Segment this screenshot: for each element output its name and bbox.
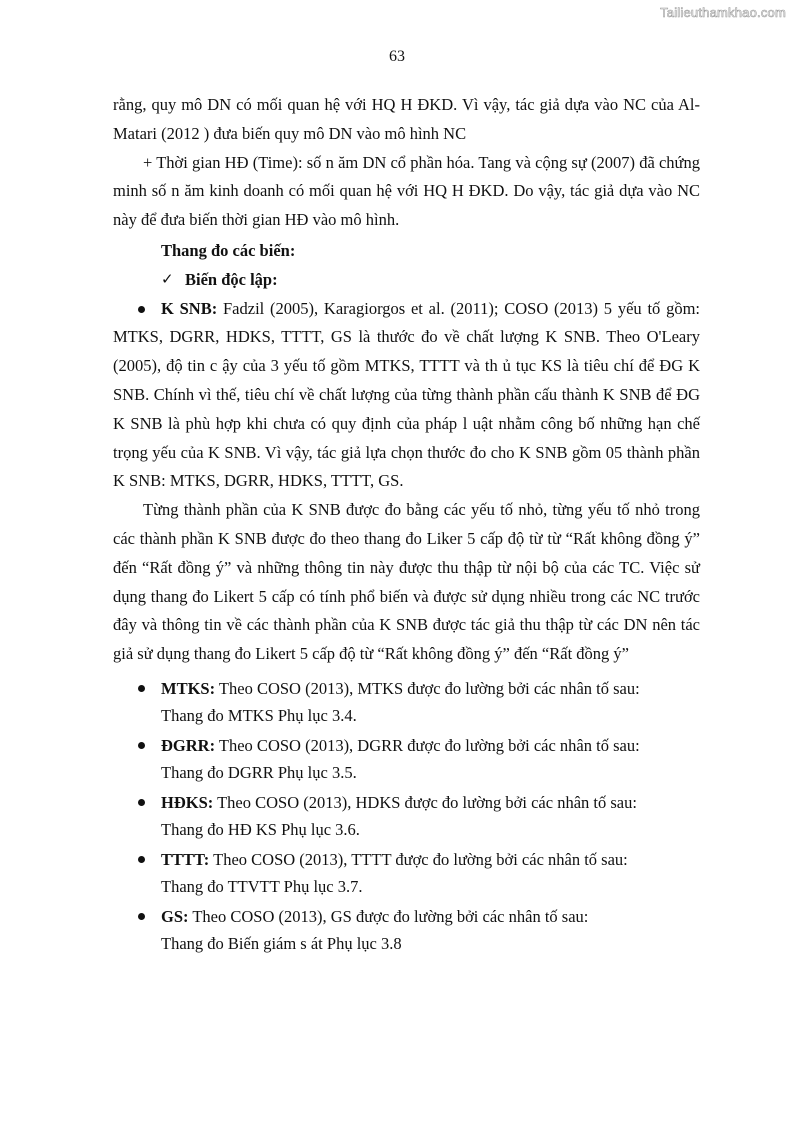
bullet-icon xyxy=(138,856,145,863)
page-number: 63 xyxy=(389,48,405,65)
item-text: Theo COSO (2013), MTKS được đo lường bởi các nhân tố sau: xyxy=(215,678,640,698)
list-item xyxy=(113,846,700,900)
item-label: HĐKS: xyxy=(161,792,214,812)
ksnb-bullet xyxy=(113,295,700,497)
bullet-icon xyxy=(138,685,145,692)
checkmark-icon: ✓ xyxy=(161,271,174,288)
paragraph-operating-time: + Thời gian HĐ (Time): số n ăm DN cổ phần hóa. Tang và cộng sự (2007) đã chứng minh số n ăm kinh doanh có mối quan hệ với HQ H ĐKD. Do vậy, tác giả dựa vào NC này để đưa biến thời gian HĐ vào mô hình. xyxy=(113,152,700,230)
item-sub: Thang đo HĐ KS Phụ lục 3.6. xyxy=(161,819,360,839)
watermark: Tailieuthamkhao.com xyxy=(660,5,786,20)
ksnb-label: K SNB: xyxy=(161,298,218,318)
subheading-independent-vars xyxy=(161,266,700,295)
item-sub: Thang đo DGRR Phụ lục 3.5. xyxy=(161,762,357,782)
section-heading: Thang đo các biến: xyxy=(161,240,296,260)
paragraph-likert: Từng thành phần của K SNB được đo bằng các yếu tố nhỏ, từng yếu tố nhỏ trong các thành phần K SNB được đo theo thang đo Liker 5 cấp độ từ từ “Rất không đồng ý” đến “Rất đồng ý” và những thông tin này được thu thập từ nội bộ của các TC. Việc sử dụng thang đo Likert 5 cấp có tính phổ biến và được sử dụng nhiều trong các NC trước đây và thông tin về các thành phần của K SNB được tác giả thu thập từ các DN nên tác giả sử dụng thang đo Likert 5 cấp độ từ “Rất không đồng ý” đến “Rất đồng ý” xyxy=(113,500,700,664)
ksnb-text: Fadzil (2005), Karagiorgos et al. (2011); COSO (2013) 5 yếu tố gồm: MTKS, DGRR, HDKS, TTTT, GS là thước đo về chất lượng K SNB. Theo O'Leary (2005), độ tin c ậy của 3 yếu tố gồm MTKS, TTTT và th ủ tục KS là tiêu chí để ĐG K SNB. Chính vì thế, tiêu chí về chất lượng của từng thành phần cấu thành K SNB để ĐG K SNB là phù hợp khi chưa có quy định của pháp l uật nhằm công bố những hạn chế trọng yếu của K SNB. Vì vậy, tác giả lựa chọn thước đo cho K SNB gồm 05 thành phần K SNB: MTKS, DGRR, HDKS, TTTT, GS. xyxy=(113,298,700,491)
document-body xyxy=(113,91,700,960)
item-label: GS: xyxy=(161,906,189,926)
bullet-icon xyxy=(138,799,145,806)
item-text: Theo COSO (2013), HDKS được đo lường bởi các nhân tố sau: xyxy=(213,792,637,812)
item-text: Theo COSO (2013), GS được đo lường bởi các nhân tố sau: xyxy=(188,906,589,926)
item-text: Theo COSO (2013), DGRR được đo lường bởi các nhân tố sau: xyxy=(215,735,640,755)
bullet-icon xyxy=(138,913,145,920)
item-text: Theo COSO (2013), TTTT được đo lường bởi các nhân tố sau: xyxy=(209,849,628,869)
item-label: TTTT: xyxy=(161,849,210,869)
bullet-icon xyxy=(138,306,145,313)
item-sub: Thang đo TTVTT Phụ lục 3.7. xyxy=(161,876,363,896)
ksnb-paragraph xyxy=(113,295,700,497)
list-item xyxy=(113,732,700,786)
item-label: MTKS: xyxy=(161,678,216,698)
item-sub: Thang đo Biến giám s át Phụ lục 3.8 xyxy=(161,933,402,953)
subheading-label: Biến độc lập: xyxy=(185,269,278,289)
item-sub: Thang đo MTKS Phụ lục 3.4. xyxy=(161,705,357,725)
bullet-icon xyxy=(138,742,145,749)
list-item xyxy=(113,789,700,843)
list-item xyxy=(113,675,700,729)
list-item xyxy=(113,903,700,957)
paragraph-firm-size: rằng, quy mô DN có mối quan hệ với HQ H ĐKD. Vì vậy, tác giả dựa vào NC của Al-Matari (2012 ) đưa biến quy mô DN vào mô hình NC xyxy=(113,95,700,143)
component-list xyxy=(113,675,700,957)
item-label: ĐGRR: xyxy=(161,735,216,755)
